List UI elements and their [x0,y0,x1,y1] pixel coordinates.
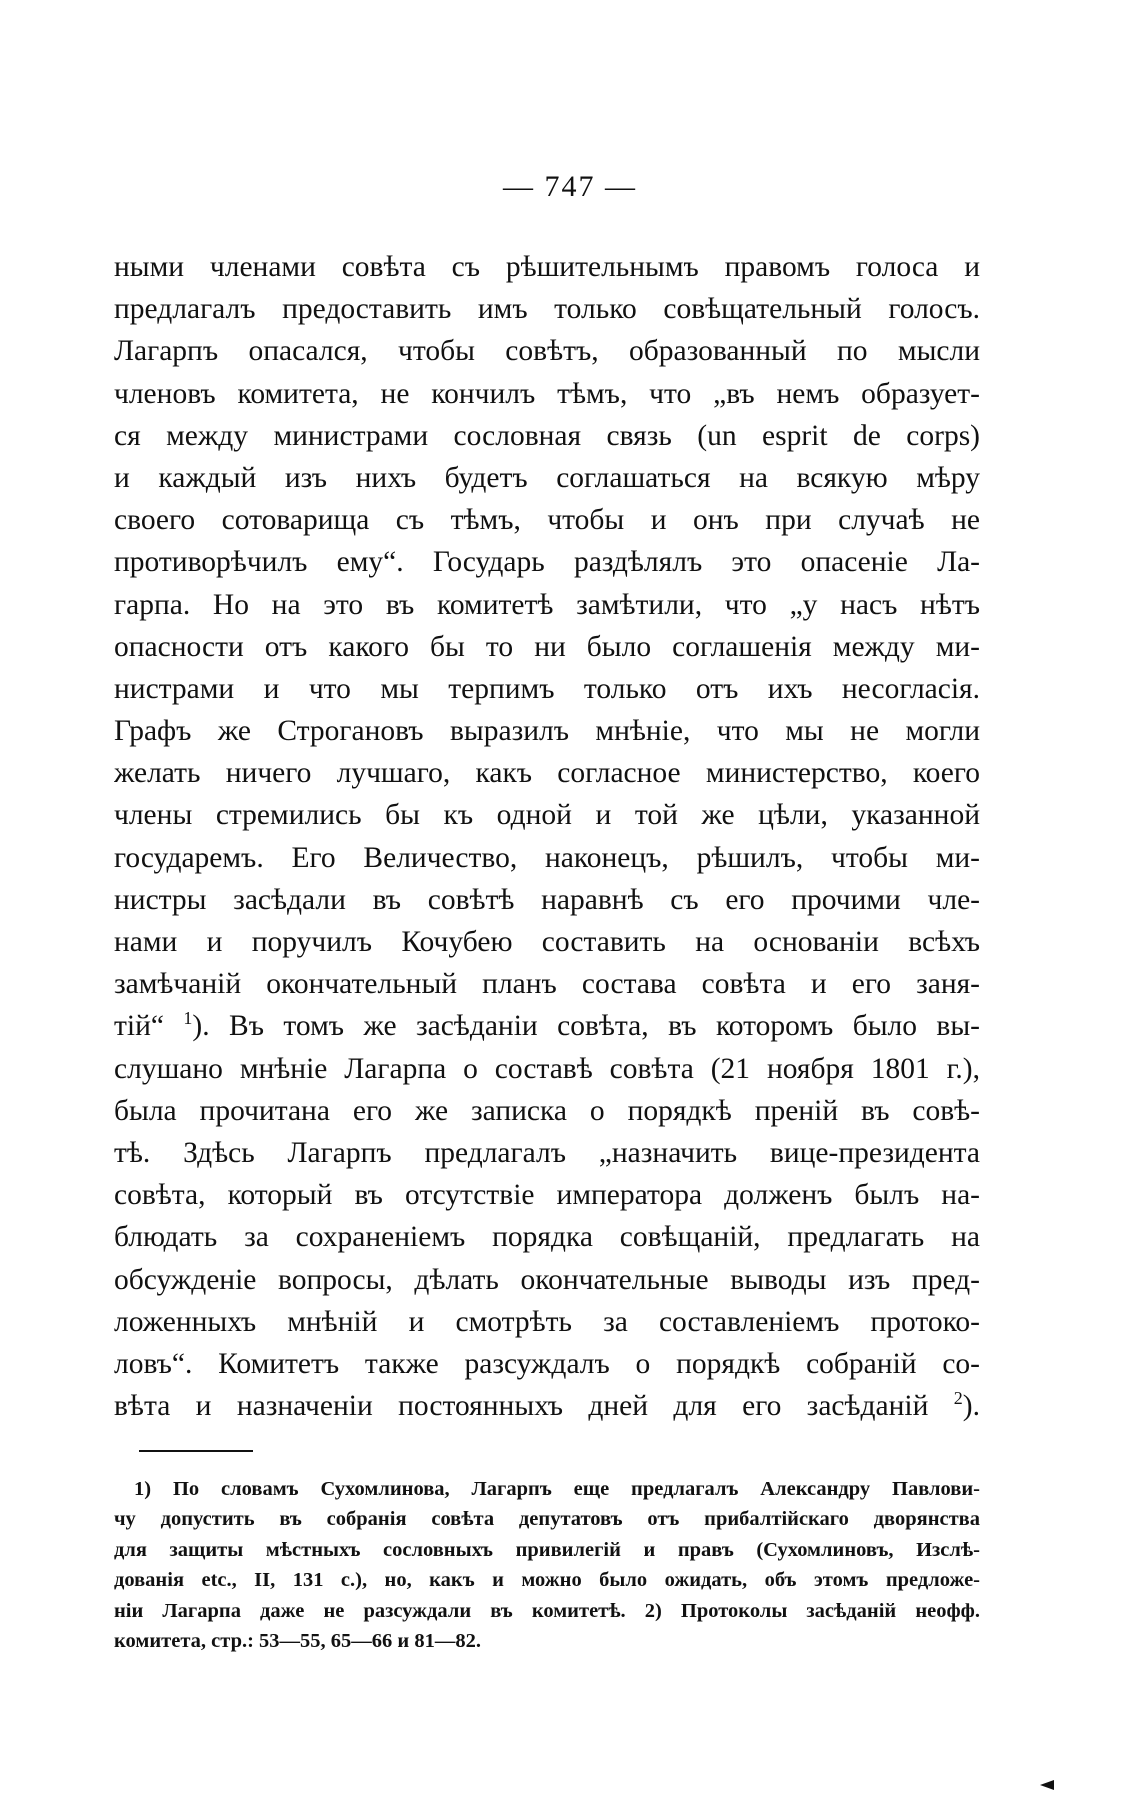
text-line-with-footnote-ref [114,1385,980,1427]
text-line: ложенныхъ мнѣній и смотрѣть за составленіемъ протоко- [114,1305,980,1338]
text-line: слушано мнѣніе Лагарпа о составѣ совѣта (21 ноября 1801 г.), [114,1052,980,1085]
text-line: государемъ. Его Величество, наконецъ, рѣшилъ, чтобы ми- [114,841,980,874]
text-line: противорѣчилъ ему“. Государь раздѣлялъ это опасеніе Ла- [114,546,980,579]
footnote-divider [139,1450,253,1452]
text-line: члены стремились бы къ одной и той же цѣли, указанной [114,799,980,832]
text-line: и каждый изъ нихъ будетъ соглашаться на всякую мѣру [114,461,980,494]
text-line: замѣчаній окончательный планъ состава совѣта и его заня- [114,968,980,1001]
text-line: опасности отъ какого бы то ни было соглашенія между ми- [114,630,980,663]
text-line: нами и поручилъ Кочубею составить на основаніи всѣхъ [114,926,980,958]
text-line: ловъ“. Комитетъ также разсуждалъ о порядкѣ собраній со- [114,1347,980,1380]
footnote-line: для защиты мѣстныхъ сословныхъ привилегій и правъ (Сухомлиновъ, Изслѣ- [114,1538,980,1561]
text-line: Лагарпъ опасался, чтобы совѣтъ, образованный по мысли [114,335,980,368]
page-marker-icon [1040,1780,1054,1790]
text-fragment: вѣта и назначеніи постоянныхъ дней для его засѣданій [114,1390,929,1423]
text-line: гарпа. Но на это въ комитетѣ замѣтили, что „у насъ нѣтъ [114,588,980,621]
text-line: нистрами и что мы терпимъ только отъ ихъ несогласія. [114,672,980,705]
text-line-with-footnote-ref [114,1005,980,1047]
text-fragment: тій“ [114,1010,164,1043]
text-line: Графъ же Строгановъ выразилъ мнѣніе, что мы не могли [114,715,980,748]
footnote-line: чу допустить въ собранія совѣта депутатовъ отъ прибалтійскаго дворянства [114,1508,980,1531]
footnote-line: ніи Лагарпа даже не разсуждали въ комитетѣ. 2) Протоколы засѣданій неофф. [114,1599,980,1622]
text-line: блюдать за сохраненіемъ порядка совѣщаній, предлагать на [114,1221,980,1254]
text-fragment: ). Въ томъ же засѣданіи совѣта, въ которомъ было вы- [192,1010,980,1043]
text-line: предлагалъ предоставить имъ только совѣщательный голосъ. [114,293,980,326]
text-line: обсужденіе вопросы, дѣлать окончательные выводы изъ пред- [114,1263,980,1296]
footnote-line: 1) По словамъ Сухомлинова, Лагарпъ еще предлагалъ Александру Павлови- [134,1478,980,1500]
footnote-ref: 1 [183,1008,193,1029]
text-line: была прочитана его же записка о порядкѣ преній въ совѣ- [114,1094,980,1127]
text-line: ся между министрами сословная связь (un esprit de corps) [114,419,980,452]
footnotes [114,1474,980,1656]
footnote-line: комитета, стр.: 53—55, 65—66 и 81—82. [114,1629,481,1652]
text-line: тѣ. Здѣсь Лагарпъ предлагалъ „назначить вице-президента [114,1136,980,1169]
text-line: совѣта, который въ отсутствіе императора долженъ былъ на- [114,1179,980,1212]
page-number: — 747 — [503,170,637,203]
text-line: ными членами совѣта съ рѣшительнымъ правомъ голоса и [114,251,980,283]
text-line: нистры засѣдали въ совѣтѣ наравнѣ съ его прочими чле- [114,883,980,916]
text-fragment: ). [962,1390,980,1423]
text-line: своего сотоварища съ тѣмъ, чтобы и онъ при случаѣ не [114,504,980,537]
main-text [114,246,980,1427]
text-line: членовъ комитета, не кончилъ тѣмъ, что „въ немъ образует- [114,377,980,410]
footnote-ref: 2 [953,1388,963,1409]
footnote-line: дованія etc., II, 131 с.), но, какъ и можно было ожидать, объ этомъ предложе- [114,1569,980,1592]
text-line: желать ничего лучшаго, какъ согласное министерство, коего [114,757,980,790]
